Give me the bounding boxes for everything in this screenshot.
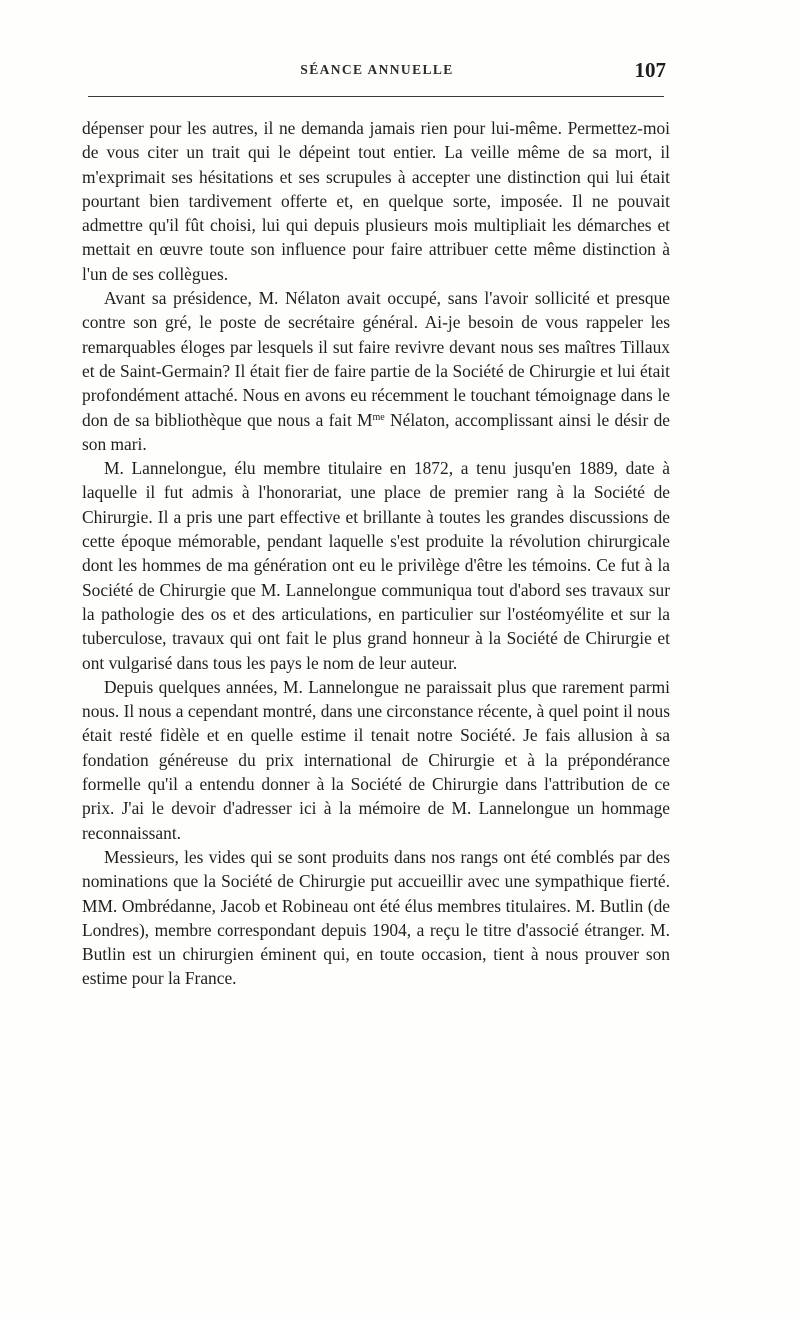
running-head [88, 60, 666, 84]
paragraph-2-part-2: Nélaton, accomplissant ainsi le désir de son mari. [82, 409, 670, 454]
paragraph-3: M. Lannelongue, élu membre titulaire en 1872, a tenu jusqu'en 1889, date à laquelle il fut admis à l'honorariat, une place de premier rang à la Société de Chirurgie. Il a pris une part effective et brillante à toutes les grandes discussions de cette époque mémorable, pendant laquelle s'est produite la révolution chirurgicale dont les hommes de ma génération ont eu le privilège d'être les témoins. Ce fut à la Société de Chirurgie que M. Lannelongue communiqua tout d'abord ses travaux sur la pathologie des os et des articulations, en particulier sur l'ostéomyélite et sur la tuberculose, travaux qui ont fait le plus grand honneur à la Société de Chirurgie et ont vulgarisé dans tous les pays le nom de leur auteur. [82, 458, 670, 673]
paragraph-5: Messieurs, les vides qui se sont produits dans nos rangs ont été comblés par des nominations que la Société de Chirurgie put accueillir avec une sympathique fierté. MM. Ombrédanne, Jacob et Robineau ont été élus membres titulaires. M. Butlin (de Londres), membre correspondant depuis 1904, a reçu le titre d'associé étranger. M. Butlin est un chirurgien éminent qui, en toute occasion, tient à nous prouver son estime pour la France. [82, 846, 670, 989]
paragraph-1: dépenser pour les autres, il ne demanda jamais rien pour lui-même. Permettez-moi de vous citer un trait qui le dépeint tout entier. La veille même de sa mort, il m'exprimait ses hésitations et ses scrupules à accepter une distinction qui lui était pourtant bien tardivement offerte et, en quelque sorte, imposée. Il ne pouvait admettre qu'il fût choisi, lui qui depuis plusieurs mois multipliait les démarches et mettait en œuvre toute son influence pour faire attribuer cette même distinction à l'un de ses collègues. [82, 118, 670, 284]
paragraph-4: Depuis quelques années, M. Lannelongue ne paraissait plus que rarement parmi nous. Il nous a cependant montré, dans une circonstance récente, à quel point il nous était resté fidèle et en quelle estime il tenait notre Société. Je fais allusion à sa fondation généreuse du prix international de Chirurgie et à la prépondérance formelle qu'il a entendu donner à la Société de Chirurgie dans l'attribution de ce prix. J'ai le devoir d'adresser ici à la mémoire de M. Lannelongue un hommage reconnaissant. [82, 676, 670, 843]
running-title: SÉANCE ANNUELLE [300, 62, 454, 77]
body-text [82, 116, 670, 991]
paragraph-2-part-1: Avant sa présidence, M. Nélaton avait occupé, sans l'avoir sollicité et presque contre son gré, le poste de secrétaire général. Ai-je besoin de vous rappeler les remarquables éloges par lesquels il sut faire revivre devant nous ses maîtres Tillaux et de Saint-Germain? Il était fier de faire partie de la Société de Chirurgie et lui était profondément attaché. Nous en avons eu récemment le touchant témoignage dans le don de sa bibliothèque que nous a fait M [82, 288, 670, 430]
page-number: 107 [634, 58, 666, 82]
title-superscript: me [372, 411, 385, 423]
header-rule [88, 96, 664, 97]
paragraph-2 [82, 286, 670, 456]
